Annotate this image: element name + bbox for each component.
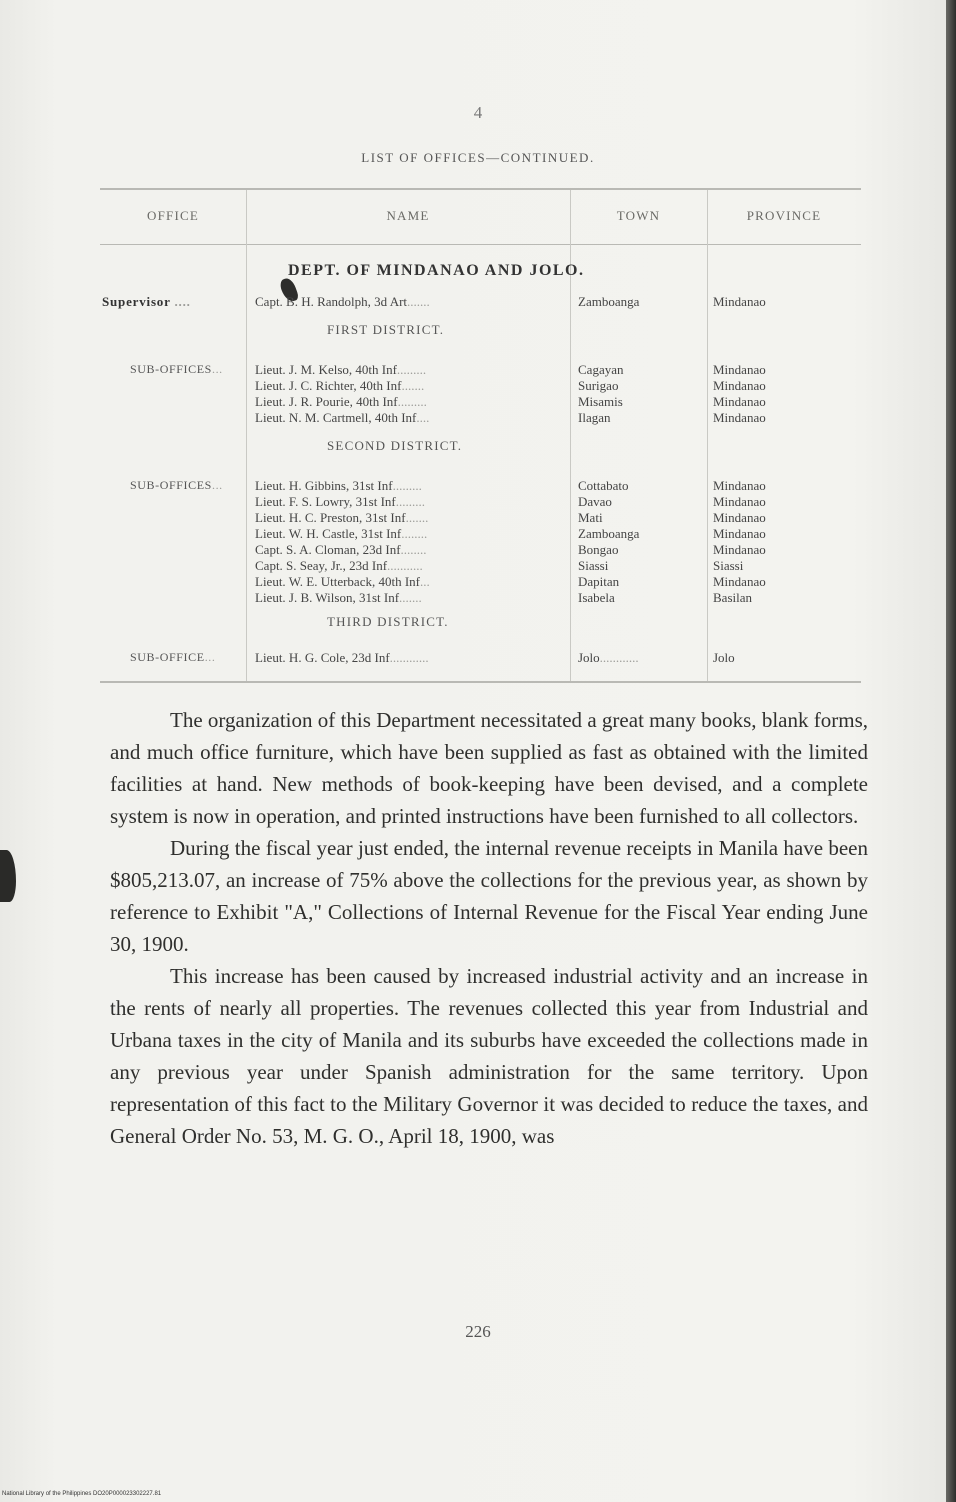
table-row [255,558,423,574]
table-row [255,650,429,666]
department-title: DEPT. OF MINDANAO AND JOLO. [288,262,585,279]
table-cell-name: Capt. S. Seay, Jr., 23d Inf [255,558,388,573]
table-cell-town: Isabela [578,590,615,605]
table-row [255,378,424,394]
table-cell-name: Lieut. H. Gibbins, 31st Inf [255,478,393,493]
table-cell-town: Misamis [578,394,623,409]
table-cell-province: Mindanao [713,494,766,509]
table-cell-town: Surigao [578,378,619,393]
leader-dots: .... [416,410,430,425]
office-label [130,650,216,665]
table-cell-province: Mindanao [713,394,766,409]
office-label [130,362,223,377]
supervisor-province: Mindanao [713,294,766,309]
office-label-text: SUB-OFFICES [130,362,212,376]
table-cell-name: Lieut. J. R. Pourie, 40th Inf [255,394,398,409]
table-cell-province: Jolo [713,650,735,665]
table-cell-town [578,650,639,666]
district-title: FIRST DISTRICT. [327,322,445,337]
leader-dots: ......... [395,494,425,509]
table-header-rule [100,244,861,245]
table-cell-town: Zamboanga [578,526,640,541]
column-divider [707,190,708,681]
table-cell-town-text: Jolo [578,650,600,665]
leader-dots: ......... [392,478,422,493]
table-cell-name: Lieut. W. H. Castle, 31st Inf [255,526,402,541]
leader-dots: ........ [401,526,428,541]
leader-dots: ......... [396,362,427,377]
table-cell-name: Lieut. H. C. Preston, 31st Inf [255,510,406,525]
table-cell-province: Mindanao [713,526,766,541]
leader-dots: ... [211,478,223,492]
table-cell-province: Mindanao [713,574,766,589]
supervisor-name: Capt. B. H. Randolph, 3d Art [255,294,408,309]
table-row [255,590,422,606]
table-cell-province: Mindanao [713,510,766,525]
leader-dots: ........ [400,542,427,557]
leader-dots: ....... [405,510,429,525]
table-cell-name: Capt. S. A. Cloman, 23d Inf [255,542,401,557]
table-row [255,510,428,526]
table-top-rule [100,188,861,190]
paragraph: During the fiscal year just ended, the internal revenue receipts in Manila have been $805,213.07, an increase of 75% above the collections for the previous year, as shown by reference to Exhibit "A," Collections of Internal Revenue for the Fiscal Year ending June 30, 1900. [110,836,868,956]
footer-credit: National Library of the Philippines DO20P000023302227.81 [2,1491,162,1497]
table-row [255,394,427,410]
column-header-name: NAME [386,208,430,223]
table-cell-province: Mindanao [713,410,766,425]
table-row [255,574,430,590]
table-cell-name: Lieut. N. M. Cartmell, 40th Inf [255,410,417,425]
table-cell-province: Mindanao [713,378,766,393]
table-cell-town: Siassi [578,558,609,573]
table-cell-town: Dapitan [578,574,620,589]
list-heading: LIST OF OFFICES—CONTINUED. [361,150,595,165]
table-row [255,494,425,510]
table-cell-town: Ilagan [578,410,611,425]
table-row [255,410,429,426]
page-number-top: 4 [473,103,483,122]
leader-dots: ............ [389,650,429,665]
page-number-bottom: 226 [465,1322,491,1341]
district-title: SECOND DISTRICT. [327,438,463,453]
leader-dots: .... [170,294,191,309]
table-cell-name: Lieut. W. E. Utterback, 40th Inf [255,574,420,589]
column-divider [246,190,247,681]
table-cell-town: Cottabato [578,478,629,493]
table-cell-town: Cagayan [578,362,624,377]
paragraph: The organization of this Department necessitated a great many books, blank forms, and much office furniture, which have been supplied as fast as obtained with the limited facilities at hand. New methods of book-keeping have been devised, and a complete system is now in operation, and printed instructions have been furnished to all collectors. [110,708,868,828]
table-bottom-rule [100,681,861,683]
table-cell-name: Lieut. J. C. Richter, 40th Inf [255,378,402,393]
paragraph: This increase has been caused by increased industrial activity and an increase in the rents of nearly all properties. The revenues collected this year from Industrial and Urbana taxes in the city of Manila and its suburbs have exceeded the collections made in any previous year under Spanish administration for the same territory. Upon representation of this fact to the Military Governor it was decided to reduce the taxes, and General Order No. 53, M. G. O., April 18, 1900, was [110,964,868,1148]
table-cell-province: Mindanao [713,362,766,377]
leader-dots: ... [204,650,216,664]
column-header-town: TOWN [616,208,661,223]
body-text [110,704,868,1152]
table-cell-town: Bongao [578,542,619,557]
table-row [255,362,426,378]
table-row [255,478,422,494]
page-edge-shadow [946,0,956,1502]
leader-dots: ....... [401,378,425,393]
table-cell-name: Lieut. J. M. Kelso, 40th Inf [255,362,397,377]
table-cell-province: Siassi [713,558,744,573]
supervisor-label [102,294,191,310]
table-cell-name: Lieut. H. G. Cole, 23d Inf [255,650,390,665]
table-cell-name: Lieut. J. B. Wilson, 31st Inf [255,590,400,605]
table-cell-province: Basilan [713,590,752,605]
office-label-text: SUB-OFFICES [130,478,212,492]
leader-dots: ............ [599,650,639,665]
table-cell-town: Davao [578,494,612,509]
leader-dots: ......... [397,394,427,409]
leader-dots: ....... [399,590,422,605]
table-cell-name: Lieut. F. S. Lowry, 31st Inf [255,494,396,509]
table-cell-province: Mindanao [713,542,766,557]
column-header-office: OFFICE [147,208,199,223]
table-row-name [255,294,430,310]
table-row [255,542,427,558]
table-cell-town: Mati [578,510,603,525]
table-row [255,526,427,542]
supervisor-town: Zamboanga [578,294,640,309]
leader-dots: ........... [387,558,423,573]
district-title: THIRD DISTRICT. [327,614,449,629]
supervisor-label-text: Supervisor [102,294,171,309]
office-label-text: SUB-OFFICE [130,650,205,664]
leader-dots: ... [420,574,430,589]
leader-dots: ... [211,362,223,376]
column-header-province: PROVINCE [746,208,822,223]
table-cell-province: Mindanao [713,478,766,493]
office-label [130,478,223,493]
leader-dots: ....... [407,294,430,309]
